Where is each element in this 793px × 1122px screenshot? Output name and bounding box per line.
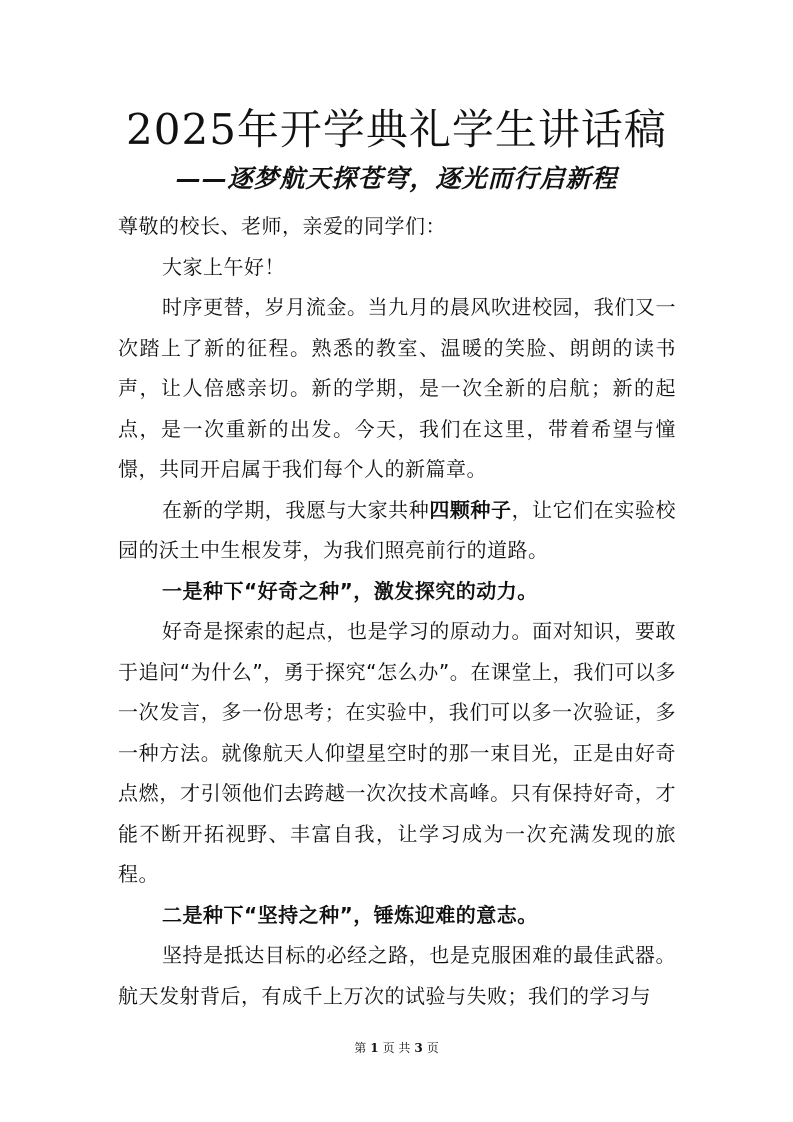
footer-prefix: 第 (354, 1041, 367, 1055)
page-subtitle: ——逐梦航天探苍穹，逐光而行启新程 (175, 164, 618, 193)
paragraph-persistence: 坚持是抵达目标的必经之路，也是克服困难的最佳武器。航天发射背后，有成千上万次的试验与失败；我们的学习与 (118, 943, 676, 1008)
paragraph-curiosity: 好奇是探索的起点，也是学习的原动力。面对知识，要敢于追问“为什么”，勇于探究“怎么办”。在课堂上，我们可以多一次发言，多一份思考；在实验中，我们可以多一次验证，多一种方法。就像航天人仰望星空时的那一束目光，正是由好奇点燃，才引领他们去跨越一次次技术高峰。只有保持好奇，才能不断开拓视野、丰富自我，让学习成为一次充满发现的旅程。 (118, 619, 676, 886)
section-heading-curiosity: 一是种下“好奇之种”，激发探究的动力。 (162, 578, 538, 603)
paragraph-seeds-before: 在新的学期，我愿与大家共种 (162, 497, 430, 522)
page-footer (0, 1040, 793, 1056)
footer-suffix: 页 (426, 1041, 439, 1055)
paragraph-seeds (118, 490, 676, 571)
four-seeds-emphasis: 四颗种子 (429, 497, 512, 522)
section-heading-persistence: 二是种下“坚持之种”，锤炼迎难的意志。 (162, 902, 538, 927)
paragraph-seeds-after: ，让它们在实验校园的沃土中生根发芽，为我们照亮前行的道路。 (118, 497, 676, 562)
footer-total-pages: 3 (414, 1041, 423, 1055)
paragraph-intro: 时序更替，岁月流金。当九月的晨风吹进校园，我们又一次踏上了新的征程。熟悉的教室、温暖的笑脸、朗朗的读书声，让人倍感亲切。新的学期，是一次全新的启航；新的起点，是一次重新的出发。今天，我们在这里，带着希望与憧憬，共同开启属于我们每个人的新篇章。 (118, 295, 676, 481)
salutation: 尊敬的校长、老师，亲爱的同学们： (118, 214, 446, 238)
greeting: 大家上午好！ (162, 254, 285, 279)
footer-middle: 页 共 (382, 1041, 411, 1055)
page-title: 2025年开学典礼学生讲话稿 (126, 105, 667, 154)
footer-page-number: 1 (370, 1041, 379, 1055)
document-body (118, 206, 676, 1016)
